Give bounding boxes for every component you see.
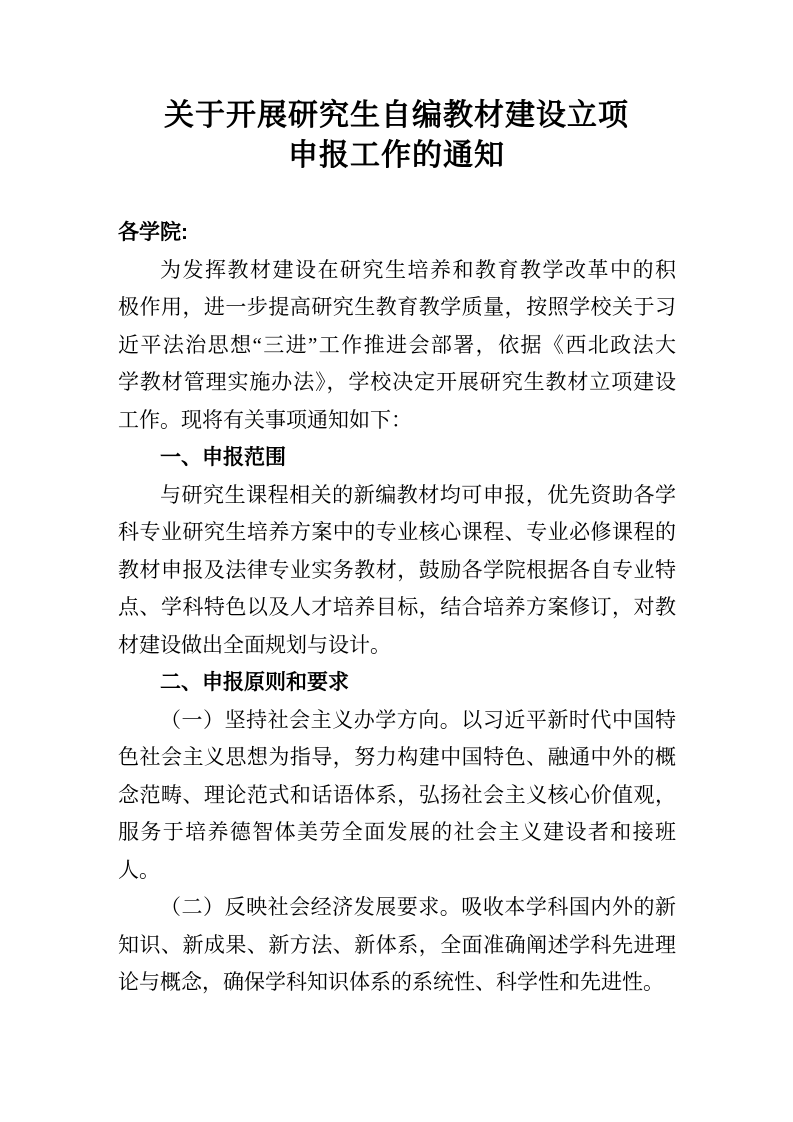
text-line: 工作。现将有关事项通知如下： (118, 407, 412, 432)
text-line: 人。 (118, 857, 160, 882)
paragraph-body-6 (118, 889, 676, 1002)
text-line: 二、申报原则和要求 (160, 671, 349, 694)
text-line: 一、申报范围 (160, 446, 286, 469)
paragraph-body-5 (118, 702, 676, 890)
document-body (118, 214, 676, 1002)
document-title-line-2: 申报工作的通知 (288, 139, 505, 172)
text-line: 服务于培养德智体美劳全面发展的社会主义建设者和接班 (118, 820, 676, 844)
paragraph-salutation-0 (118, 214, 676, 252)
text-line: 论与概念，确保学科知识体系的系统性、科学性和先进性。 (118, 970, 664, 994)
paragraph-heading-2 (118, 439, 676, 477)
text-line: 为发挥教材建设在研究生培养和教育教学改革中的积 (160, 257, 676, 282)
text-line: 科专业研究生培养方案中的专业核心课程、专业必修课程的 (118, 520, 676, 544)
text-line: 与研究生课程相关的新编教材均可申报，优先资助各学 (160, 482, 676, 507)
text-line: 各学院: (118, 221, 188, 244)
text-line: 材建设做出全面规划与设计。 (118, 632, 391, 657)
paragraph-heading-4 (118, 664, 676, 702)
text-line: 点、学科特色以及人才培养目标，结合培养方案修订，对教 (118, 595, 676, 619)
text-line: 学教材管理实施办法》，学校决定开展研究生教材立项建设 (118, 370, 676, 394)
text-line: 念范畴、理论范式和话语体系，弘扬社会主义核心价值观， (118, 782, 676, 807)
text-line: （二）反映社会经济发展要求。吸收本学科国内外的新 (160, 895, 676, 919)
text-line: 教材申报及法律专业实务教材，鼓励各学院根据各自专业特 (118, 557, 676, 582)
text-line: （一）坚持社会主义办学方向。以习近平新时代中国特 (160, 707, 676, 732)
text-line: 色社会主义思想为指导，努力构建中国特色、融通中外的概 (118, 745, 676, 769)
paragraph-body-3 (118, 477, 676, 665)
text-line: 知识、新成果、新方法、新体系，全面准确阐述学科先进理 (118, 932, 676, 957)
text-line: 近平法治思想“三进”工作推进会部署，依据《西北政法大 (118, 332, 676, 357)
text-line: 极作用，进一步提高研究生教育教学质量，按照学校关于习 (118, 295, 676, 319)
document-title (0, 96, 793, 176)
document-title-line-1: 关于开展研究生自编教材建设立项 (164, 99, 629, 132)
paragraph-body-1 (118, 252, 676, 440)
